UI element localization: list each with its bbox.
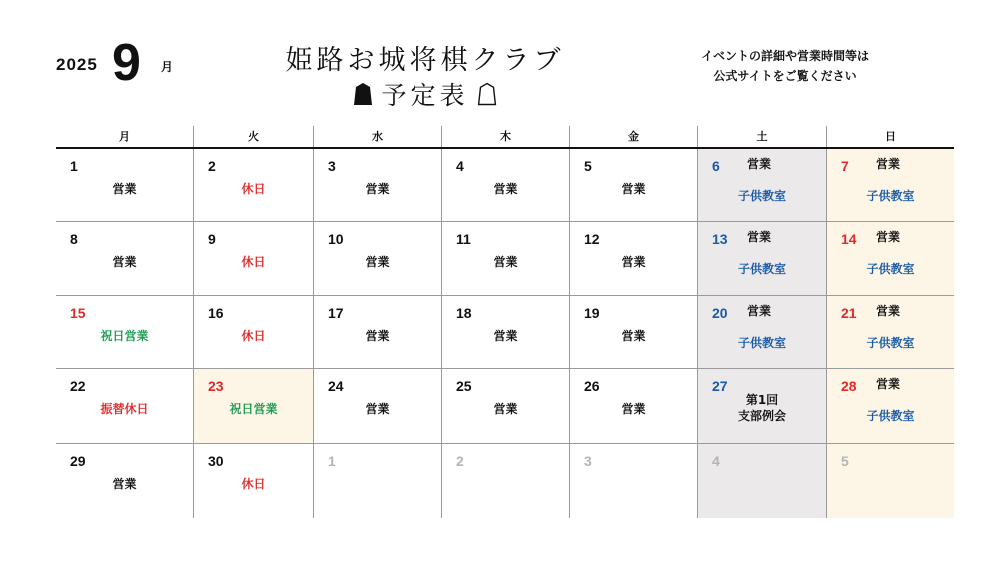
day-cell [313,369,441,444]
day-status: 営業 [621,329,646,343]
day-status: 営業 [365,255,390,269]
day-cell [193,296,313,369]
weekday-label: 水 [313,126,441,147]
day-number: 1 [70,158,78,174]
day-number: 18 [456,305,472,321]
weekday-label: 金 [569,126,697,147]
day-number: 13 [712,231,728,247]
event-line-1: 第1回 [745,393,779,407]
day-status: 営業 [112,477,137,491]
schedule-subtitle [330,76,520,112]
day-number: 8 [70,231,78,247]
day-cell [826,222,954,296]
day-number: 29 [70,453,86,469]
event-line-2: 支部例会 [737,409,786,423]
kids-class-label: 子供教室 [866,336,915,350]
day-number: 7 [841,158,849,174]
day-status: 祝日営業 [229,402,278,416]
note-line-2: 公式サイトをご覧ください [713,69,857,83]
day-cell [193,149,313,222]
day-cell [826,369,954,444]
weekday-label: 月 [119,130,130,143]
kids-class-label: 子供教室 [866,409,915,423]
day-number: 22 [70,378,86,394]
weekday-label: 火 [193,126,313,147]
day-status: 休日 [241,329,266,343]
day-number: 4 [456,158,464,174]
month-number: 9 [112,34,141,92]
day-cell [313,149,441,222]
day-cell [193,222,313,296]
day-status: 営業 [747,304,772,318]
day-cell [697,222,826,296]
day-number: 3 [584,453,592,469]
day-number: 24 [328,378,344,394]
day-status: 振替休日 [100,402,149,416]
day-cell [441,149,569,222]
day-number: 9 [208,231,216,247]
day-status: 営業 [493,182,518,196]
day-cell [313,222,441,296]
day-cell [569,222,697,296]
day-number: 16 [208,305,224,321]
day-cell [697,444,826,518]
day-status: 営業 [876,377,901,391]
day-number: 20 [712,305,728,321]
kids-class-label: 子供教室 [737,189,786,203]
kids-class-label: 子供教室 [866,262,915,276]
day-number: 2 [456,453,464,469]
weekday-label: 土 [697,126,826,147]
weekday-label: 木 [441,126,569,147]
kids-class-label: 子供教室 [737,336,786,350]
day-number: 21 [841,305,857,321]
day-number: 28 [841,378,857,394]
day-status: 営業 [747,157,772,171]
day-cell [697,296,826,369]
day-cell [441,444,569,518]
branch-meeting-event [698,392,826,424]
day-cell [56,222,193,296]
day-status: 営業 [621,182,646,196]
day-cell [441,369,569,444]
day-status: 営業 [876,304,901,318]
day-number: 11 [456,231,471,247]
day-status: 営業 [876,230,901,244]
day-cell [826,149,954,222]
day-cell [697,369,826,444]
day-number: 14 [841,231,857,247]
day-number: 27 [712,378,728,394]
day-cell [193,444,313,518]
day-number: 5 [584,158,592,174]
day-cell [56,149,193,222]
day-number: 19 [584,305,600,321]
day-status: 営業 [112,182,137,196]
subtitle-text: 予定表 [381,81,469,110]
day-number: 12 [584,231,600,247]
day-number: 15 [70,305,86,321]
day-number: 10 [328,231,344,247]
day-cell [569,369,697,444]
day-status: 営業 [112,255,137,269]
day-cell [569,296,697,369]
year-label: 2025 [56,55,98,74]
day-number: 2 [208,158,216,174]
day-cell [56,444,193,518]
club-title: 姫路お城将棋クラブ [285,45,565,76]
day-cell [826,444,954,518]
day-cell [441,296,569,369]
day-status: 休日 [241,477,266,491]
day-number: 30 [208,453,224,469]
shogi-piece-outline-icon [477,82,497,106]
day-number: 26 [584,378,600,394]
day-cell [441,222,569,296]
kids-class-label: 子供教室 [866,189,915,203]
day-number: 1 [328,453,336,469]
day-number: 25 [456,378,472,394]
day-cell [569,149,697,222]
note-line-1: イベントの詳細や営業時間等は [700,49,869,63]
day-status: 営業 [747,230,772,244]
day-cell [826,296,954,369]
day-status: 営業 [365,402,390,416]
kids-class-label: 子供教室 [737,262,786,276]
day-status: 営業 [621,255,646,269]
day-status: 営業 [493,255,518,269]
day-cell [569,444,697,518]
day-cell [313,296,441,369]
day-cell [56,296,193,369]
day-number: 6 [712,158,720,174]
shogi-piece-filled-icon [353,82,373,106]
month-unit: 月 [161,60,174,74]
weekday-label: 日 [826,126,954,147]
calendar-grid [56,126,954,518]
day-cell [193,369,313,444]
day-cell [697,149,826,222]
day-number: 5 [841,453,849,469]
day-status: 休日 [241,255,266,269]
day-status: 営業 [876,157,901,171]
day-status: 営業 [365,182,390,196]
day-number: 17 [328,305,344,321]
day-status: 休日 [241,182,266,196]
day-number: 4 [712,453,720,469]
day-number: 23 [208,378,224,394]
day-status: 営業 [365,329,390,343]
day-cell [313,444,441,518]
day-cell [56,369,193,444]
day-status: 営業 [493,402,518,416]
day-status: 祝日営業 [100,329,149,343]
website-note [640,46,930,86]
weekday-header-row [56,126,954,147]
day-status: 営業 [621,402,646,416]
day-status: 営業 [493,329,518,343]
day-number: 3 [328,158,336,174]
